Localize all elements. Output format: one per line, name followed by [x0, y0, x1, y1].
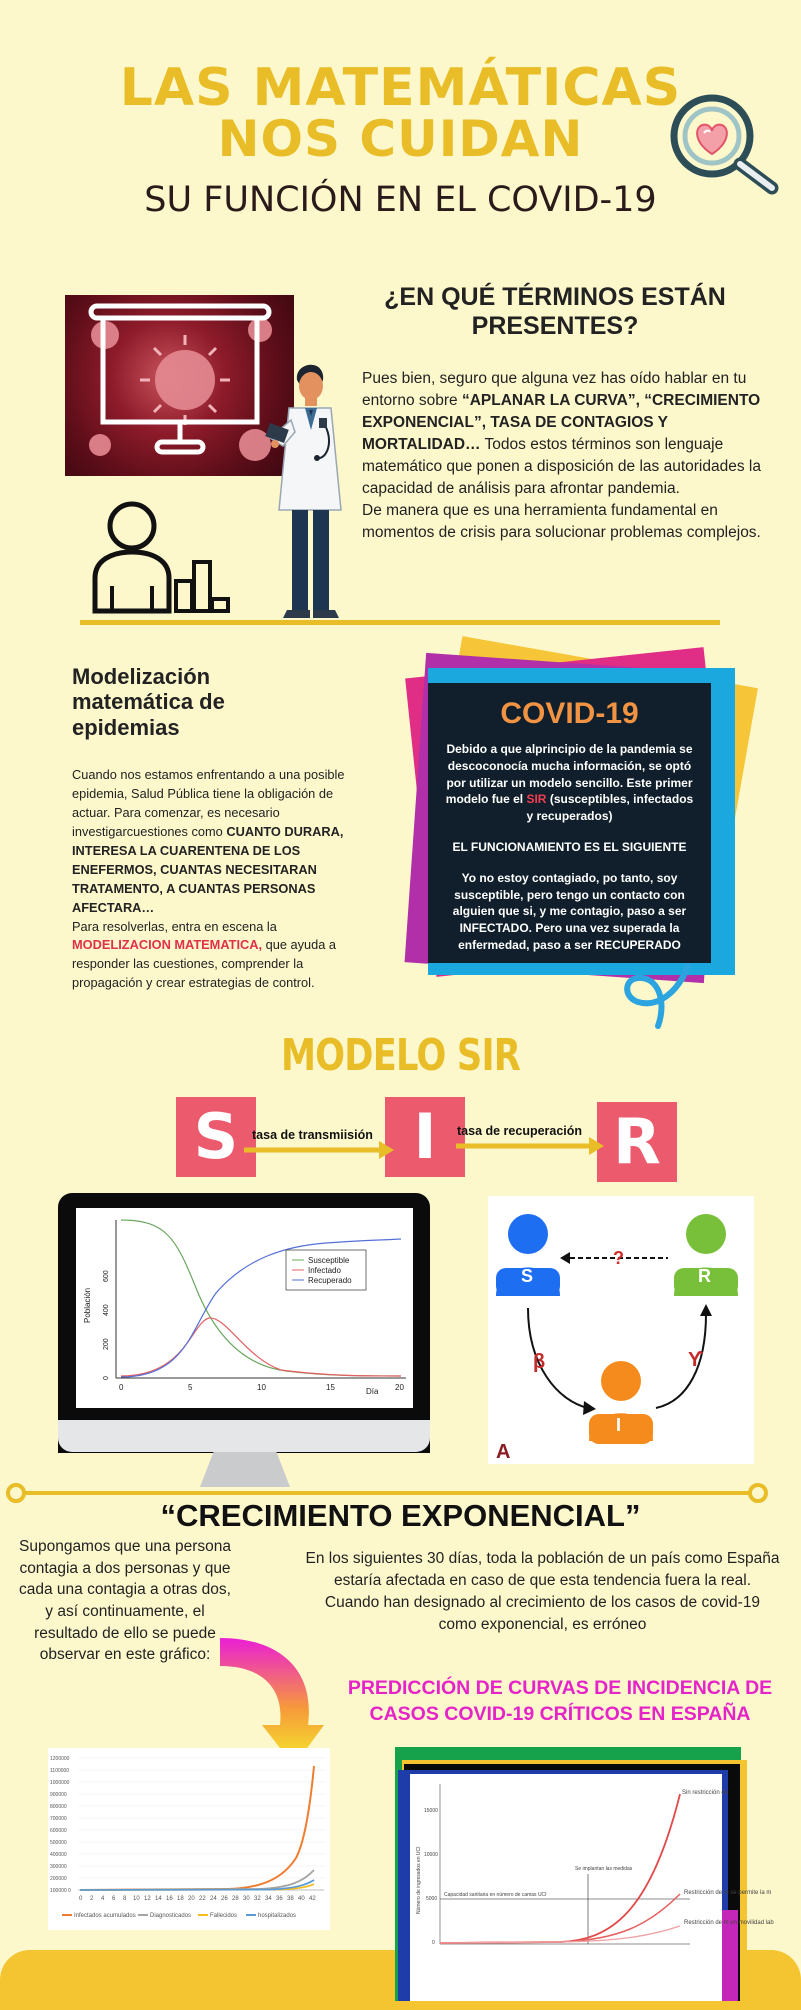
exp-xtick: 12: [144, 1896, 151, 1902]
sir-diagram: [488, 1196, 754, 1464]
pred-ytick: 15000: [424, 1808, 438, 1814]
beta-symbol: β: [533, 1351, 546, 1373]
exp-xtick: 40: [298, 1896, 305, 1902]
pred-ytick: 5000: [426, 1896, 438, 1902]
exp-xtick: 20: [188, 1896, 195, 1902]
exp-ytick: 800000: [50, 1804, 67, 1810]
sir-xtick: 10: [257, 1383, 266, 1392]
terms-second: De manera que es una herramienta fundamental en momentos de crisis para solucionar problemas complejos.: [362, 502, 761, 541]
exp-xtick: 4: [101, 1896, 105, 1902]
sir-xtick: 5: [188, 1383, 193, 1392]
exp-xtick: 28: [232, 1896, 239, 1902]
pred-ytick: 0: [432, 1940, 435, 1946]
pred-label-low: Restricción de m en movilidad lab: [684, 1920, 774, 1926]
exponential-right-p1: En los siguientes 30 días, toda la población de un país como España estaría afectada en caso de que esta tendencia fuera la real.: [305, 1550, 780, 1589]
exp-legend: Infectados acumulados: [74, 1913, 136, 1919]
section-divider: [80, 620, 720, 625]
sir-xlabel: Día: [366, 1387, 379, 1396]
title-line-1: LAS MATEMÁTICAS: [119, 58, 682, 118]
diagram-label: A: [496, 1441, 511, 1463]
exp-legend: Diagnosticados: [150, 1913, 192, 1919]
sir-ytick: 600: [103, 1270, 110, 1282]
pred-measures: Se implantan las medidas: [575, 1866, 633, 1872]
model-red: MODELIZACION MATEMATICA,: [72, 937, 263, 953]
sir-xtick: 0: [119, 1383, 124, 1392]
exp-xtick: 10: [133, 1896, 140, 1902]
exponential-left-text: Supongamos que una persona contagia a dos personas y que cada una contagia a otras dos, y así continuamente, el resultado de ello se puede observar en este gráfico:: [19, 1538, 231, 1664]
arrow-head-icon: [560, 1252, 570, 1264]
exp-ytick: 300000: [50, 1864, 67, 1870]
pred-chart-svg: [410, 1774, 774, 2001]
exp-ytick: 100000: [50, 1888, 67, 1894]
exp-chart-svg: [48, 1748, 330, 1930]
question-mark: ?: [613, 1248, 624, 1268]
exp-ytick: 700000: [50, 1816, 67, 1822]
series-susceptible: [121, 1220, 401, 1376]
exponential-title: “CRECIMIENTO EXPONENCIAL”: [160, 1498, 641, 1533]
model-title: Modelización matemática de epidemias: [72, 664, 225, 740]
exp-xtick: 36: [276, 1896, 283, 1902]
legend-recovered: Recuperado: [308, 1276, 352, 1285]
series-full-restriction: [440, 1926, 680, 1943]
exp-xtick: 2: [90, 1896, 94, 1902]
exponential-right-p2: Cuando han designado al crecimiento de los casos de covid-19 como exponencial, es erróneo: [324, 1594, 761, 1633]
sir-ytick: 200: [103, 1338, 110, 1350]
model-mid: Para resolverlas, entra en escena la: [72, 918, 277, 934]
sir-xtick: 15: [326, 1383, 335, 1392]
person-chart-icon: [90, 496, 240, 616]
ribbon-loop-icon: [618, 962, 703, 1032]
covid-p1-a: Debido a que alprincipio de la pandemia se descoconocía mucha información, se optó por utilizar un modelo sencillo. Este primer modelo fue el: [445, 742, 693, 807]
pred-capacity: Capacidad sanitaria en número de camas UCI: [444, 1892, 547, 1898]
pred-label-mid: Restricción de m se permite la m: [684, 1890, 772, 1896]
exp-xtick: 14: [155, 1896, 162, 1902]
exp-xtick: 6: [112, 1896, 116, 1902]
arrow-label-recovery: tasa de recuperación: [457, 1124, 583, 1138]
sir-title: MODELO SIR: [280, 1030, 521, 1081]
terms-paragraph: [362, 368, 762, 544]
node-r: R: [698, 1266, 711, 1286]
exp-ytick: 1100000: [50, 1768, 70, 1774]
arrow-head-icon: [700, 1304, 712, 1316]
exp-xtick: 38: [287, 1896, 294, 1902]
pred-chart: [410, 1774, 774, 2001]
exp-xtick: 24: [210, 1896, 217, 1902]
series-no-restriction: [440, 1794, 680, 1943]
exp-ytick: 500000: [50, 1840, 67, 1846]
model-paragraph: [72, 766, 362, 993]
monitor-chin: [58, 1420, 430, 1452]
terms-bold: “APLANAR LA CURVA”, “CRECIMIENTO EXPONENCIAL”, TASA DE CONTAGIOS Y MORTALIDAD…: [362, 392, 761, 453]
exp-ytick: 0: [68, 1888, 71, 1894]
exp-ytick: 1000000: [50, 1780, 70, 1786]
exp-xtick: 16: [166, 1896, 173, 1902]
covid-p2: EL FUNCIONAMIENTO ES EL SIGUIENTE: [452, 839, 687, 854]
terms-title: ¿EN QUÉ TÉRMINOS ESTÁN PRESENTES?: [384, 283, 726, 340]
node-s: S: [521, 1266, 534, 1286]
sir-chart: [76, 1208, 413, 1408]
legend-infected: Infectado: [308, 1266, 341, 1275]
exp-xtick: 34: [265, 1896, 272, 1902]
title-line-2: NOS CUIDAN: [217, 110, 584, 168]
subtitle: SU FUNCIÓN EN EL COVID-19: [144, 180, 657, 220]
exp-xtick: 42: [309, 1896, 316, 1902]
pred-label-top: Sin restricción de: [682, 1790, 729, 1796]
node-i: I: [616, 1415, 622, 1435]
magnifier-heart-icon: [660, 88, 785, 193]
sir-box-i: I: [385, 1097, 465, 1177]
sir-xtick: 20: [395, 1383, 404, 1392]
sir-ytick: 400: [103, 1304, 110, 1316]
covid-p1-b: (susceptibles, infectados y recuperados): [526, 792, 694, 824]
arrow-head-icon: [379, 1141, 394, 1159]
exp-xtick: 26: [221, 1896, 228, 1902]
sir-diagram-svg: [488, 1196, 754, 1464]
exp-legend: hospitalizados: [258, 1913, 297, 1919]
exp-ytick: 400000: [50, 1852, 67, 1858]
exp-legend: Fallecidos: [210, 1913, 238, 1919]
model-bold: CUANTO DURARA, INTERESA LA CUARENTENA DE LOS ENEFERMOS, CUANTAS NECESITARAN TRATAMENTO, A CUANTAS PERSONAS AFECTARA…: [72, 823, 344, 915]
exp-ytick: 900000: [50, 1792, 67, 1798]
model-intro: Cuando nos estamos enfrentando a una posible epidemia, Salud Pública tiene la obligación de actuar. Para comenzar, es necesario investigarcuestiones como: [72, 767, 345, 839]
series-diagnosticados: [80, 1870, 314, 1890]
pred-ylabel: Número de ingresados en UCI: [416, 1846, 422, 1914]
sir-box-r: R: [597, 1102, 677, 1182]
exp-ytick: 1200000: [50, 1756, 70, 1762]
legend-susceptible: Susceptible: [308, 1256, 350, 1265]
exp-xtick: 32: [254, 1896, 261, 1902]
prediction-title: PREDICCIÓN DE CURVAS DE INCIDENCIA DE CASOS COVID-19 CRÍTICOS EN ESPAÑA: [347, 1677, 773, 1726]
model-end: que ayuda a responder las cuestiones, comprender la propagación y crear estrategias de control.: [72, 937, 337, 991]
arrow-head-icon: [583, 1401, 596, 1415]
exp-ytick: 200000: [50, 1876, 67, 1882]
exp-xtick: 18: [177, 1896, 184, 1902]
doctor-illustration: [265, 360, 365, 622]
series-infectados: [80, 1766, 314, 1890]
exp-xtick: 0: [79, 1896, 83, 1902]
sir-ytick: 0: [103, 1376, 110, 1380]
exponential-right-text: [305, 1548, 780, 1636]
sir-box-s: S: [176, 1097, 256, 1177]
exp-xtick: 8: [123, 1896, 127, 1902]
covid-title: COVID-19: [500, 697, 639, 730]
exp-ytick: 600000: [50, 1828, 67, 1834]
sir-ylabel: Población: [83, 1287, 92, 1323]
covid-p1-sir: SIR: [526, 792, 547, 807]
presentation-screen-icon: [85, 300, 275, 460]
exp-xtick: 22: [199, 1896, 206, 1902]
covid-p1: [442, 741, 697, 825]
arrow-label-transmission: tasa de transmiisión: [252, 1128, 373, 1142]
exp-chart: [48, 1748, 330, 1930]
exp-xtick: 30: [243, 1896, 250, 1902]
covid-p3: Yo no estoy contagiado, po tanto, soy susceptible, pero tengo un contacto con alguien que si, y me contagio, paso a ser INFECTADO. Pero una vez superada la enfermedad, paso a ser RECUPERADO: [452, 870, 687, 952]
terms-intro: Pues bien, seguro que alguna vez has oído hablar en tu entorno sobre: [362, 370, 747, 409]
pred-ytick: 10000: [424, 1852, 438, 1858]
covid-box: [428, 683, 711, 963]
gamma-symbol: ϒ: [688, 1349, 704, 1371]
terms-rest: Todos estos términos son lenguaje matemático que ponen a disposición de las autoridades la capacidad de análisis para afrontar pandemia.: [362, 436, 761, 497]
arrow-head-icon: [589, 1137, 604, 1155]
sir-chart-svg: [76, 1208, 413, 1408]
